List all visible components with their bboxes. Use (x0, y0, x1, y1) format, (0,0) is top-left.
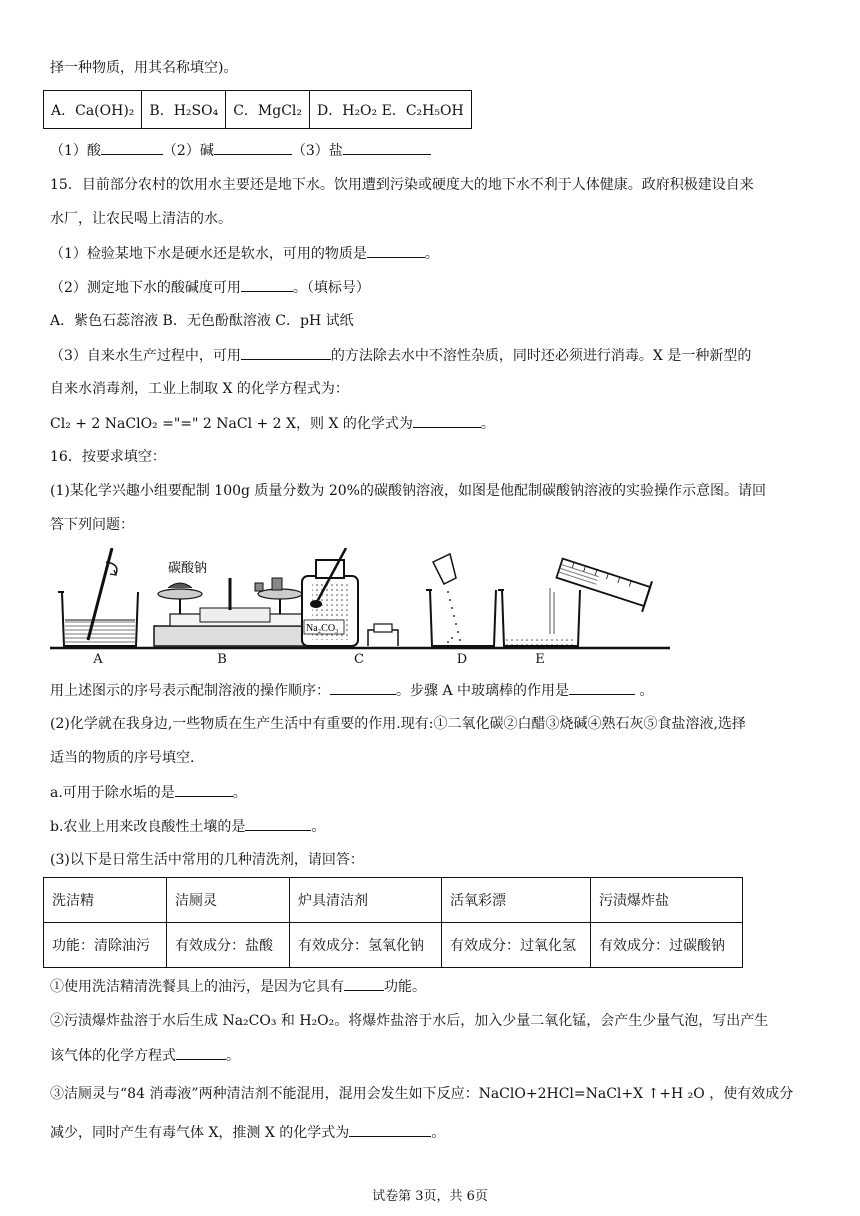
q16-part3-q2-line2 (50, 1045, 240, 1066)
answer-blank[interactable] (214, 140, 292, 155)
q16-part3-q3-line1: ③洁厕灵与“84 消毒液”两种清洁剂不能混用，混用会发生如下反应：NaClO+2HCl=NaCl+X ↑+H ₂O ，使有效成分 (50, 1086, 794, 1102)
q16-order-question: 用上述图示的序号表示配制溶液的操作顺序： (50, 683, 330, 699)
figure-label-c: C (354, 652, 364, 667)
q15-part2 (50, 277, 370, 298)
punctuation: 。 (226, 1048, 240, 1064)
punctuation: 。 (480, 416, 495, 432)
figure-label-sodium-carbonate: 碳酸钠 (168, 560, 208, 575)
figure-label-e: E (535, 652, 545, 667)
answer-blank[interactable] (349, 1122, 431, 1137)
q16-part1-line2: 答下列问题： (50, 517, 134, 533)
table-cell: 功能：清除油污 (44, 923, 167, 968)
q14-fill-line (50, 140, 431, 161)
table-cell: 洗洁精 (44, 878, 167, 923)
option-cell: A．Ca(OH)₂ (44, 91, 142, 129)
substance-options-table (43, 90, 472, 129)
answer-blank[interactable] (413, 413, 481, 428)
q16-emulsify-question: ①使用洗洁精清洗餐具上的油污，是因为它具有 (50, 979, 344, 995)
punctuation: 。 (424, 246, 439, 262)
table-cell: 有效成分：盐酸 (167, 923, 290, 968)
q14-base-label: （2）碱 (162, 143, 214, 159)
q16-descale-question: a.可用于除水垢的是 (50, 785, 175, 801)
q16-part2-a (50, 782, 247, 803)
figure-label-formula: Na₂CO₃ (306, 623, 339, 634)
table-cell: 有效成分：过氧化氢 (442, 923, 591, 968)
q15-stem-line2: 水厂，让农民喝上清洁的水。 (50, 211, 232, 227)
answer-blank[interactable] (241, 345, 331, 360)
page-footer: 试卷第 3页，共 6页 (372, 1189, 488, 1204)
q16-heading: 16．按要求填空： (50, 449, 166, 465)
table-cell: 有效成分：过碳酸钠 (591, 923, 743, 968)
answer-blank[interactable] (241, 277, 293, 292)
answer-blank[interactable] (176, 1045, 226, 1060)
lab-procedure-figure (50, 548, 670, 670)
cleaners-table (43, 877, 743, 968)
q15-equation: Cl₂ + 2 NaClO₂ ="=" 2 NaCl + 2 X，则 X 的化学式为 (50, 416, 413, 432)
answer-blank[interactable] (175, 782, 233, 797)
q15-part1-text: （1）检验某地下水是硬水还是软水，可用的物质是 (50, 246, 367, 262)
figure-label-a: A (93, 652, 103, 667)
punctuation: 。 (635, 683, 654, 699)
beaker-stirring-icon (58, 548, 138, 646)
beaker-adding-water-icon (498, 553, 652, 646)
option-cell: B．H₂SO₄ (142, 91, 226, 129)
q16-rod-question: 。步骤 A 中玻璃棒的作用是 (396, 683, 570, 699)
figure-label-b: B (217, 652, 227, 667)
table-cell: 有效成分：氢氧化钠 (290, 923, 442, 968)
answer-blank[interactable] (367, 243, 425, 258)
beaker-adding-solid-icon (426, 554, 496, 646)
q16-part1-question (50, 680, 653, 701)
table-row (44, 923, 743, 968)
q16-part2-line1: (2)化学就在我身边,一些物质在生产生活中有重要的作用.现有:①二氧化碳②白醋③烧碱④熟石灰⑤食盐溶液,选择 (50, 716, 746, 732)
punctuation: 。 (431, 1125, 446, 1141)
q15-stem-line1: 15．目前部分农村的饮用水主要还是地下水。饮用遭到污染或硬度大的地下水不利于人体健康。政府积极建设自来 (50, 177, 754, 193)
q16-part2-line2: 适当的物质的序号填空. (50, 750, 195, 766)
table-row (44, 878, 743, 923)
reagent-bottle-icon (302, 548, 398, 646)
q16-part3-q2-line1: ②污渍爆炸盐溶于水后生成 Na₂CO₃ 和 H₂O₂。将爆炸盐溶于水后，加入少量二氧化锰，会产生少量气泡，写出产生 (50, 1013, 769, 1029)
q16-part3-heading: (3)以下是日常生活中常用的几种清洗剂，请回答： (50, 852, 364, 868)
q16-soil-question: b.农业上用来改良酸性土壤的是 (50, 819, 246, 835)
q16-part3-q1 (50, 976, 426, 997)
answer-blank[interactable] (344, 976, 384, 991)
q15-part2-text: （2）测定地下水的酸碱度可用 (50, 280, 241, 296)
intro-line: 择一种物质，用其名称填空)。 (50, 60, 238, 76)
answer-blank[interactable] (245, 816, 311, 831)
q15-choices: A．紫色石蕊溶液 B．无色酚酞溶液 C．pH 试纸 (50, 313, 354, 329)
table-cell: 活氧彩漂 (442, 878, 591, 923)
q16-part1-line1: (1)某化学兴趣小组要配制 100g 质量分数为 20%的碳酸钠溶液，如图是他配制碳酸钠溶液的实验操作示意图。请回 (50, 483, 766, 499)
answer-blank[interactable] (569, 680, 635, 695)
answer-blank[interactable] (343, 140, 431, 155)
punctuation: 。（填标号） (292, 280, 370, 296)
table-cell: 炉具清洁剂 (290, 878, 442, 923)
q15-part3-text: （3）自来水生产过程中，可用 (50, 348, 241, 364)
q16-equation-question: 该气体的化学方程式 (50, 1048, 176, 1064)
q15-part1 (50, 243, 439, 264)
punctuation: 。 (311, 819, 326, 835)
table-cell: 污渍爆炸盐 (591, 878, 743, 923)
option-cell: C．MgCl₂ (226, 91, 310, 129)
q16-formula-question: 减少，同时产生有毒气体 X，推测 X 的化学式为 (50, 1125, 350, 1141)
punctuation: 功能。 (384, 979, 426, 995)
lab-procedure-illustration (50, 548, 670, 652)
q15-equation-line (50, 413, 495, 434)
answer-blank[interactable] (101, 140, 163, 155)
q15-part3-text-b: 的方法除去水中不溶性杂质，同时还必须进行消毒。X 是一种新型的 (330, 348, 752, 364)
q16-part3-q3-line2 (50, 1122, 445, 1143)
q16-part2-b (50, 816, 325, 837)
q15-part3-line2: 自来水消毒剂，工业上制取 X 的化学方程式为： (50, 381, 349, 397)
answer-blank[interactable] (330, 680, 396, 695)
figure-label-d: D (456, 652, 468, 667)
q14-acid-label: （1）酸 (50, 143, 101, 159)
q14-salt-label: （3）盐 (291, 143, 343, 159)
table-cell: 洁厕灵 (167, 878, 290, 923)
punctuation: 。 (232, 785, 247, 801)
q15-part3 (50, 345, 751, 366)
balance-scale-icon (154, 560, 322, 646)
option-cell: D．H₂O₂ E．C₂H₅OH (310, 91, 472, 129)
